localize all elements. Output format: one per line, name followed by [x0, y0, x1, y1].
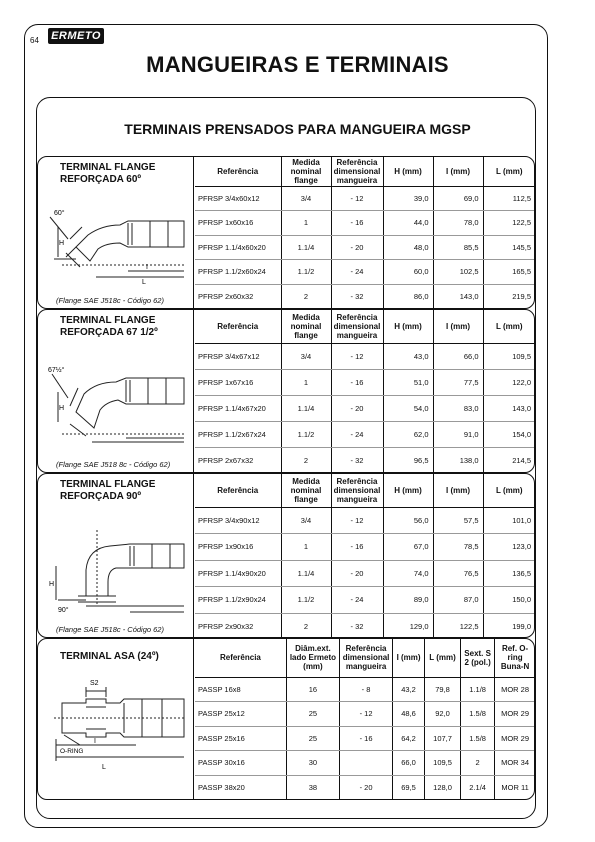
- oring-label: O-RING: [60, 748, 84, 755]
- column-header: I (mm): [433, 474, 483, 507]
- table-cell: 2.1/4: [461, 775, 495, 800]
- table-cell: 48,6: [393, 702, 425, 727]
- table-cell: 54,0: [383, 395, 433, 421]
- table-row: [195, 702, 535, 727]
- table-cell: 136,5: [483, 560, 535, 587]
- table-cell: 66,0: [433, 343, 483, 369]
- table-cell: 92,0: [425, 702, 461, 727]
- table-cell: 66,0: [393, 751, 425, 776]
- table-cell: 39,0: [383, 186, 433, 211]
- table-cell: 3/4: [281, 507, 331, 534]
- svg-text:L: L: [142, 279, 146, 286]
- table-cell: 122,5: [433, 613, 483, 638]
- table-cell: 51,0: [383, 369, 433, 395]
- table-body: [195, 507, 535, 638]
- table-row: [195, 534, 535, 561]
- figure-panel: [38, 157, 194, 308]
- cell-reference: PFRSP 1x60x16: [195, 211, 281, 236]
- cell-reference: PFRSP 1.1/4x90x20: [195, 560, 281, 587]
- table-cell: MOR 29: [495, 726, 535, 751]
- table-cell: 109,5: [483, 343, 535, 369]
- table-cell: - 20: [331, 560, 383, 587]
- table-cell: - 24: [331, 421, 383, 447]
- svg-text:I: I: [146, 264, 148, 271]
- table-cell: - 32: [331, 447, 383, 473]
- figure-title: [60, 162, 155, 186]
- column-header: L (mm): [483, 157, 535, 186]
- table-cell: 44,0: [383, 211, 433, 236]
- cell-reference: PFRSP 3/4x60x12: [195, 186, 281, 211]
- figure-title-line2: REFORÇADA 67 1/2º: [60, 327, 158, 338]
- column-header: I (mm): [393, 639, 425, 677]
- table-cell: 74,0: [383, 560, 433, 587]
- cell-reference: PFRSP 1x67x16: [195, 369, 281, 395]
- cell-reference: PFRSP 1.1/2x67x24: [195, 421, 281, 447]
- table-body: [195, 343, 535, 473]
- angle-label: 90°: [58, 607, 69, 614]
- table-cell: 1.1/4: [281, 395, 331, 421]
- table-row: [195, 395, 535, 421]
- table-cell: - 16: [331, 211, 383, 236]
- table-cell: 16: [286, 677, 339, 702]
- table-cell: 1.1/2: [281, 260, 331, 285]
- table-cell: 77,5: [433, 369, 483, 395]
- table-row: [195, 186, 535, 211]
- table-cell: 154,0: [483, 421, 535, 447]
- table-cell: 122,5: [483, 211, 535, 236]
- column-header: Medida nominal flange: [281, 310, 331, 343]
- table-row: [195, 560, 535, 587]
- column-header: H (mm): [383, 474, 433, 507]
- table-cell: - 12: [340, 702, 393, 727]
- table-cell: 1.1/8: [461, 677, 495, 702]
- flange-90-drawing-icon: [46, 504, 188, 616]
- table-cell: 69,5: [393, 775, 425, 800]
- table-cell: MOR 11: [495, 775, 535, 800]
- table-cell: 1: [281, 211, 331, 236]
- table-cell: 25: [286, 726, 339, 751]
- table-cell: - 20: [340, 775, 393, 800]
- table-header-row: [195, 474, 535, 507]
- table-cell: 69,0: [433, 186, 483, 211]
- l-label: L: [102, 764, 106, 771]
- table-cell: 2: [281, 284, 331, 309]
- cell-reference: PFRSP 1x90x16: [195, 534, 281, 561]
- table-cell: MOR 28: [495, 677, 535, 702]
- spec-table: [195, 474, 535, 638]
- table-cell: 30: [286, 751, 339, 776]
- table-cell: 76,5: [433, 560, 483, 587]
- table-cell: 123,0: [483, 534, 535, 561]
- table-cell: 143,0: [433, 284, 483, 309]
- page-title: MANGUEIRAS E TERMINAIS: [146, 52, 449, 77]
- table-cell: - 12: [331, 343, 383, 369]
- table-cell: 25: [286, 702, 339, 727]
- column-header: L (mm): [483, 474, 535, 507]
- table-cell: 112,5: [483, 186, 535, 211]
- ermeto-logo: ERMETO: [48, 28, 104, 44]
- table-cell: 78,0: [433, 211, 483, 236]
- table-row: [195, 343, 535, 369]
- table-row: [195, 211, 535, 236]
- table-row: [195, 751, 535, 776]
- table-cell: 150,0: [483, 587, 535, 614]
- column-header: I (mm): [433, 310, 483, 343]
- table-cell: 109,5: [425, 751, 461, 776]
- cell-reference: PASSP 16x8: [195, 677, 286, 702]
- table-cell: 129,0: [383, 613, 433, 638]
- table-cell: 102,5: [433, 260, 483, 285]
- flange-67-drawing-icon: [46, 340, 188, 450]
- cell-reference: PFRSP 2x67x32: [198, 455, 254, 465]
- figure-title: [60, 315, 158, 339]
- table-cell: - 24: [331, 587, 383, 614]
- table-cell: MOR 29: [495, 702, 535, 727]
- column-header: H (mm): [383, 157, 433, 186]
- cell-reference: PFRSP 1.1/2x60x24: [195, 260, 281, 285]
- table-cell: 1.1/2: [281, 421, 331, 447]
- table-cell: 83,0: [433, 395, 483, 421]
- table-cell: 1: [281, 369, 331, 395]
- column-header: Referência dimensional mangueira: [331, 157, 383, 186]
- table-cell: 86,0: [383, 284, 433, 309]
- figure-panel: [38, 639, 194, 799]
- table-cell: - 12: [331, 186, 383, 211]
- table-cell: 3/4: [281, 186, 331, 211]
- figure-title-line2: REFORÇADA 90º: [60, 491, 142, 502]
- table-cell: [340, 751, 393, 776]
- i-label: I: [94, 738, 96, 745]
- table-header-row: [195, 310, 535, 343]
- table-cell: 43,2: [393, 677, 425, 702]
- table-cell: 1.1/4: [281, 560, 331, 587]
- figure-title-line1: TERMINAL FLANGE: [60, 315, 156, 326]
- table-row: [195, 260, 535, 285]
- angle-label: 60°: [54, 210, 65, 217]
- table-cell: 3/4: [281, 343, 331, 369]
- table-cell: - 12: [331, 507, 383, 534]
- table-cell: 91,0: [433, 421, 483, 447]
- table-cell: - 16: [340, 726, 393, 751]
- svg-text:H: H: [59, 405, 65, 412]
- table-cell: - 8: [340, 677, 393, 702]
- section-asa-24: [37, 638, 535, 800]
- table-cell: 1.5/8: [461, 726, 495, 751]
- cell-reference: PASSP 30x16: [195, 751, 286, 776]
- figure-note: (Flange SAE J518 8c - Código 62): [56, 460, 171, 469]
- cell-reference: PASSP 38x20: [198, 783, 245, 792]
- table-cell: 79,8: [425, 677, 461, 702]
- table-header-row: [195, 639, 535, 677]
- table-row: [195, 507, 535, 534]
- table-header-row: [195, 157, 535, 186]
- column-header: Referência dimensional mangueira: [340, 639, 393, 677]
- table-cell: 67,0: [383, 534, 433, 561]
- table-cell: 214,5: [483, 447, 535, 473]
- section-flange-60: [37, 156, 535, 309]
- column-header: I (mm): [433, 157, 483, 186]
- page-number: 64: [30, 36, 39, 45]
- column-header: Referência: [195, 157, 281, 186]
- table-cell: - 16: [331, 534, 383, 561]
- column-header: Sext. S 2 (pol.): [461, 639, 495, 677]
- figure-title: [60, 479, 155, 503]
- flange-60-drawing-icon: [46, 187, 188, 287]
- table-cell: 1.1/2: [281, 587, 331, 614]
- table-cell: - 24: [331, 260, 383, 285]
- section-flange-67: [37, 309, 535, 473]
- table-cell: 145,5: [483, 235, 535, 260]
- table-cell: - 16: [331, 369, 383, 395]
- table-body: [195, 186, 535, 309]
- table-cell: MOR 34: [495, 751, 535, 776]
- asa-24-drawing-icon: [46, 673, 188, 793]
- table-cell: 199,0: [483, 613, 535, 638]
- table-row: [195, 369, 535, 395]
- table-row: [195, 677, 535, 702]
- cell-reference: PFRSP 1.1/4x67x20: [195, 395, 281, 421]
- cell-reference: PFRSP 3/4x67x12: [195, 343, 281, 369]
- cell-reference: PFRSP 3/4x90x12: [195, 507, 281, 534]
- table-cell: 56,0: [383, 507, 433, 534]
- table-cell: 57,5: [433, 507, 483, 534]
- table-cell: 2: [281, 447, 331, 473]
- table-row: [195, 613, 535, 638]
- table-cell: - 32: [331, 613, 383, 638]
- table-cell: 101,0: [483, 507, 535, 534]
- table-cell: 1.1/4: [281, 235, 331, 260]
- table-row: [195, 235, 535, 260]
- table-cell: 2: [461, 751, 495, 776]
- figure-title-line1: TERMINAL FLANGE: [60, 479, 156, 490]
- figure-title-line1: TERMINAL FLANGE: [60, 162, 156, 173]
- table-cell: 1.5/8: [461, 702, 495, 727]
- table-cell: - 20: [331, 395, 383, 421]
- column-header: Referência: [195, 474, 281, 507]
- table-row: [195, 421, 535, 447]
- spec-table: [195, 157, 535, 309]
- figure-title-line2: REFORÇADA 60º: [60, 174, 142, 185]
- table-body: [195, 677, 535, 800]
- cell-reference: PFRSP 1.1/4x60x20: [195, 235, 281, 260]
- table-cell: 38: [286, 775, 339, 800]
- column-header: H (mm): [383, 310, 433, 343]
- table-cell: 219,5: [483, 284, 535, 309]
- cell-reference: PFRSP 2x90x32: [198, 622, 254, 631]
- figure-panel: [38, 310, 194, 472]
- spec-table: [195, 639, 535, 800]
- column-header: Medida nominal flange: [281, 474, 331, 507]
- cell-reference: PFRSP 1.1/2x90x24: [195, 587, 281, 614]
- column-header: Referência: [195, 310, 281, 343]
- cell-reference: PFRSP 2x60x32: [198, 292, 254, 301]
- table-cell: 62,0: [383, 421, 433, 447]
- column-header: Referência dimensional mangueira: [331, 310, 383, 343]
- table-cell: 107,7: [425, 726, 461, 751]
- table-cell: 2: [281, 613, 331, 638]
- table-cell: 64,2: [393, 726, 425, 751]
- table-cell: 143,0: [483, 395, 535, 421]
- table-cell: 128,0: [425, 775, 461, 800]
- column-header: Ref. O-ring Buna-N: [495, 639, 535, 677]
- cell-reference: PASSP 25x12: [195, 702, 286, 727]
- column-header: Medida nominal flange: [281, 157, 331, 186]
- table-cell: 165,5: [483, 260, 535, 285]
- section-flange-90: [37, 473, 535, 638]
- column-header: Referência dimensional mangueira: [331, 474, 383, 507]
- svg-text:H: H: [59, 240, 65, 247]
- table-cell: 85,5: [433, 235, 483, 260]
- column-header: L (mm): [483, 310, 535, 343]
- spec-table: [195, 310, 535, 473]
- table-cell: 60,0: [383, 260, 433, 285]
- column-header: Diâm.ext. lado Ermeto (mm): [286, 639, 339, 677]
- section-heading: TERMINAIS PRENSADOS PARA MANGUEIRA MGSP: [124, 121, 471, 137]
- table-cell: 78,5: [433, 534, 483, 561]
- table-cell: 87,0: [433, 587, 483, 614]
- table-row: [195, 447, 535, 473]
- table-cell: - 32: [331, 284, 383, 309]
- table-cell: 122,0: [483, 369, 535, 395]
- table-row: [195, 775, 535, 800]
- table-cell: 43,0: [383, 343, 433, 369]
- figure-note: (Flange SAE J518c - Código 62): [56, 625, 164, 634]
- table-cell: 138,0: [433, 447, 483, 473]
- figure-note: (Flange SAE J518c - Código 62): [56, 296, 164, 305]
- table-row: [195, 726, 535, 751]
- angle-label: 67½°: [48, 367, 65, 374]
- table-cell: 96,5: [383, 447, 433, 473]
- table-row: [195, 587, 535, 614]
- cell-reference: PASSP 25x16: [195, 726, 286, 751]
- table-cell: 48,0: [383, 235, 433, 260]
- figure-title-line1: TERMINAL ASA (24º): [60, 651, 159, 662]
- table-cell: 1: [281, 534, 331, 561]
- s2-label: S2: [90, 680, 99, 687]
- figure-title: [60, 651, 159, 663]
- table-cell: 89,0: [383, 587, 433, 614]
- svg-text:H: H: [49, 581, 55, 588]
- column-header: L (mm): [425, 639, 461, 677]
- table-cell: - 20: [331, 235, 383, 260]
- figure-panel: [38, 474, 194, 637]
- column-header: Referência: [195, 639, 286, 677]
- table-row: [195, 284, 535, 309]
